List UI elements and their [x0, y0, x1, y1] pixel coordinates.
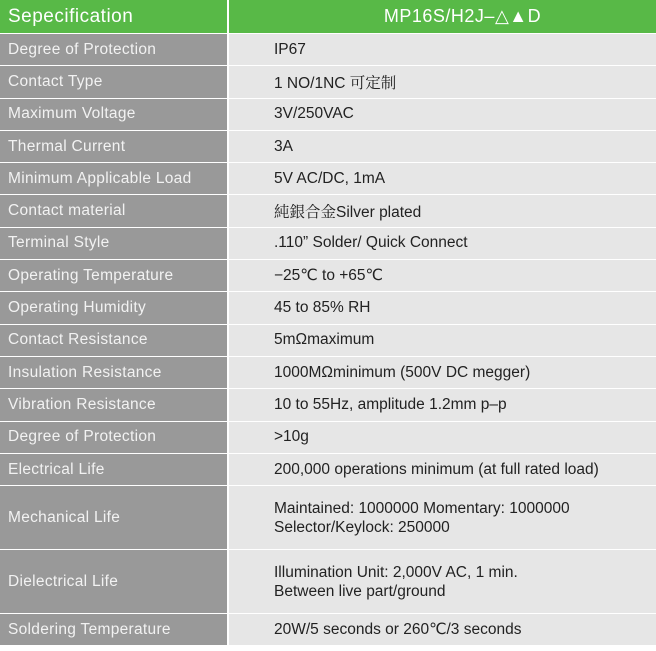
row-label: Terminal Style [0, 228, 229, 260]
row-label: Contact material [0, 195, 229, 227]
row-value: 1 NO/1NC 可定制 [229, 66, 656, 98]
row-value [229, 550, 656, 614]
row-label: Mechanical Life [0, 486, 229, 550]
row-value: 5mΩmaximum [229, 325, 656, 357]
row-label: Contact Resistance [0, 325, 229, 357]
row-value: 5V AC/DC, 1mA [229, 163, 656, 195]
row-value: 純銀合金Silver plated [229, 195, 656, 227]
row-label: Thermal Current [0, 131, 229, 163]
row-value [229, 486, 656, 550]
row-label: Maximum Voltage [0, 99, 229, 131]
row-label: Electrical Life [0, 454, 229, 486]
row-label: Contact Type [0, 66, 229, 98]
value-line: Maintained: 1000000 Momentary: 1000000 [274, 499, 570, 517]
row-label: Minimum Applicable Load [0, 163, 229, 195]
row-value: IP67 [229, 34, 656, 66]
row-value: 3A [229, 131, 656, 163]
row-value: >10g [229, 422, 656, 454]
row-value: 200,000 operations minimum (at full rated load) [229, 454, 656, 486]
row-label: Operating Temperature [0, 260, 229, 292]
row-value: 20W/5 seconds or 260℃/3 seconds [229, 614, 656, 646]
row-value: 1000MΩminimum (500V DC megger) [229, 357, 656, 389]
row-label: Soldering Temperature [0, 614, 229, 646]
header-model-number: MP16S/H2J–△▲D [229, 0, 656, 34]
row-label: Degree of Protection [0, 34, 229, 66]
value-line: Between live part/ground [274, 582, 446, 600]
row-label: Dielectrical Life [0, 550, 229, 614]
row-label: Vibration Resistance [0, 389, 229, 421]
row-value: 3V/250VAC [229, 99, 656, 131]
row-value: −25℃ to +65℃ [229, 260, 656, 292]
row-label: Operating Humidity [0, 292, 229, 324]
header-spec-label: Sepecification [0, 0, 229, 34]
value-line: Illumination Unit: 2,000V AC, 1 min. [274, 563, 518, 581]
row-label: Degree of Protection [0, 422, 229, 454]
row-value: .110” Solder/ Quick Connect [229, 228, 656, 260]
row-value: 10 to 55Hz, amplitude 1.2mm p–p [229, 389, 656, 421]
row-label: Insulation Resistance [0, 357, 229, 389]
value-line: Selector/Keylock: 250000 [274, 518, 450, 536]
row-value: 45 to 85% RH [229, 292, 656, 324]
